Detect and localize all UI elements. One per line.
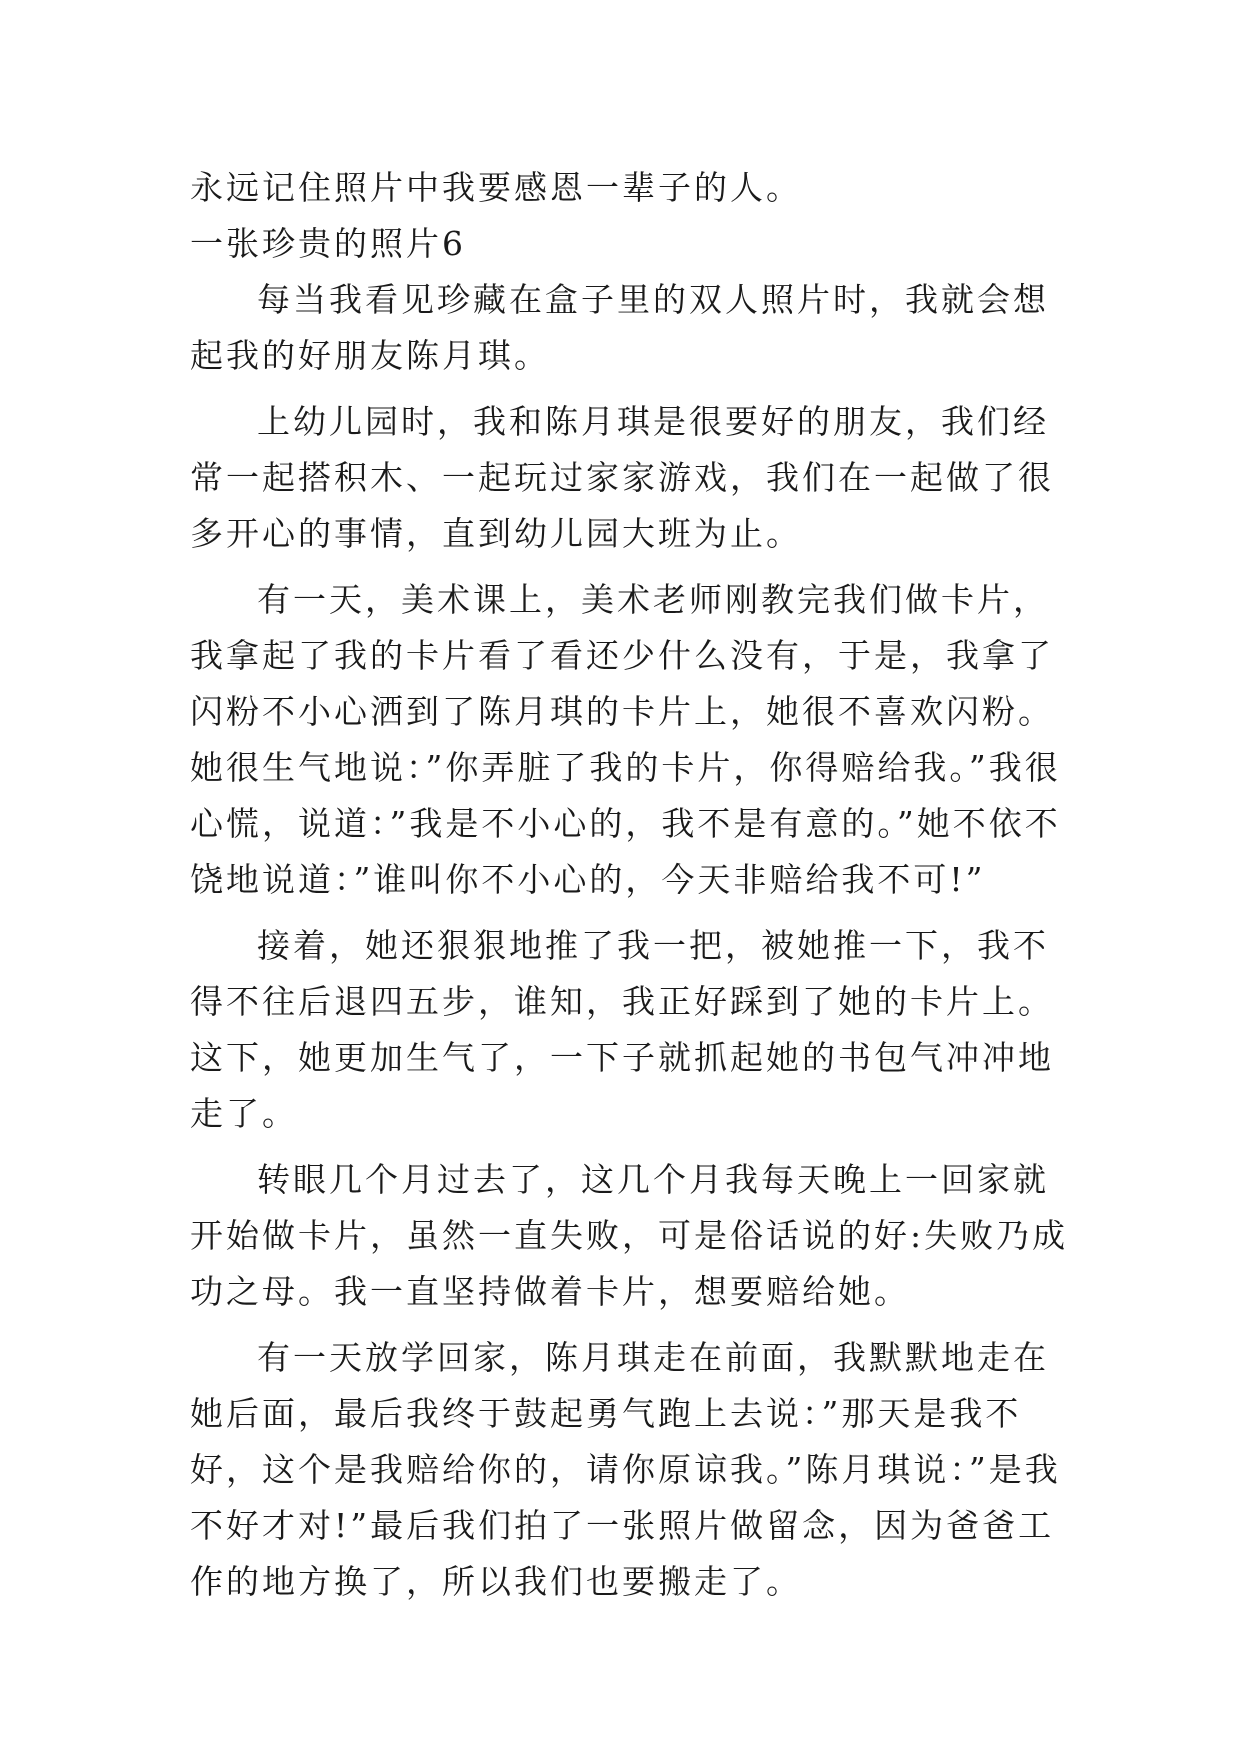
paragraph-4: 接着，她还狠狠地推了我一把，被她推一下，我不得不往后退四五步，谁知，我正好踩到了她的卡片上。这下，她更加生气了，一下子就抓起她的书包气冲冲地走了。 [190, 926, 1054, 1133]
paragraph-3: 有一天，美术课上，美术老师刚教完我们做卡片，我拿起了我的卡片看了看还少什么没有，于是，我拿了闪粉不小心洒到了陈月琪的卡片上，她很不喜欢闪粉。她很生气地说：”你弄脏了我的卡片，你得赔给我。”我很心慌，说道：”我是不小心的，我不是有意的。”她不依不饶地说道：”谁叫你不小心的，今天非赔给我不可!” [190, 580, 1061, 899]
section-title: 一张珍贵的照片6 [190, 224, 466, 263]
paragraph-2: 上幼儿园时，我和陈月琪是很要好的朋友，我们经常一起搭积木、一起玩过家家游戏，我们在一起做了很多开心的事情，直到幼儿园大班为止。 [190, 402, 1054, 553]
paragraph-6: 有一天放学回家，陈月琪走在前面，我默默地走在她后面，最后我终于鼓起勇气跑上去说：”那天是我不好，这个是我赔给你的，请你原谅我。”陈月琪说：”是我不好才对!”最后我们拍了一张照片做留念，因为爸爸工作的地方换了，所以我们也要搬走了。 [190, 1338, 1061, 1601]
paragraph-1: 每当我看见珍藏在盒子里的双人照片时，我就会想起我的好朋友陈月琪。 [190, 280, 1049, 375]
paragraph-5: 转眼几个月过去了，这几个月我每天晚上一回家就开始做卡片，虽然一直失败，可是俗话说的好:失败乃成功之母。我一直坚持做着卡片，想要赔给她。 [190, 1160, 1069, 1311]
continued-line: 永远记住照片中我要感恩一辈子的人。 [190, 168, 802, 207]
document-body [190, 160, 1070, 1610]
